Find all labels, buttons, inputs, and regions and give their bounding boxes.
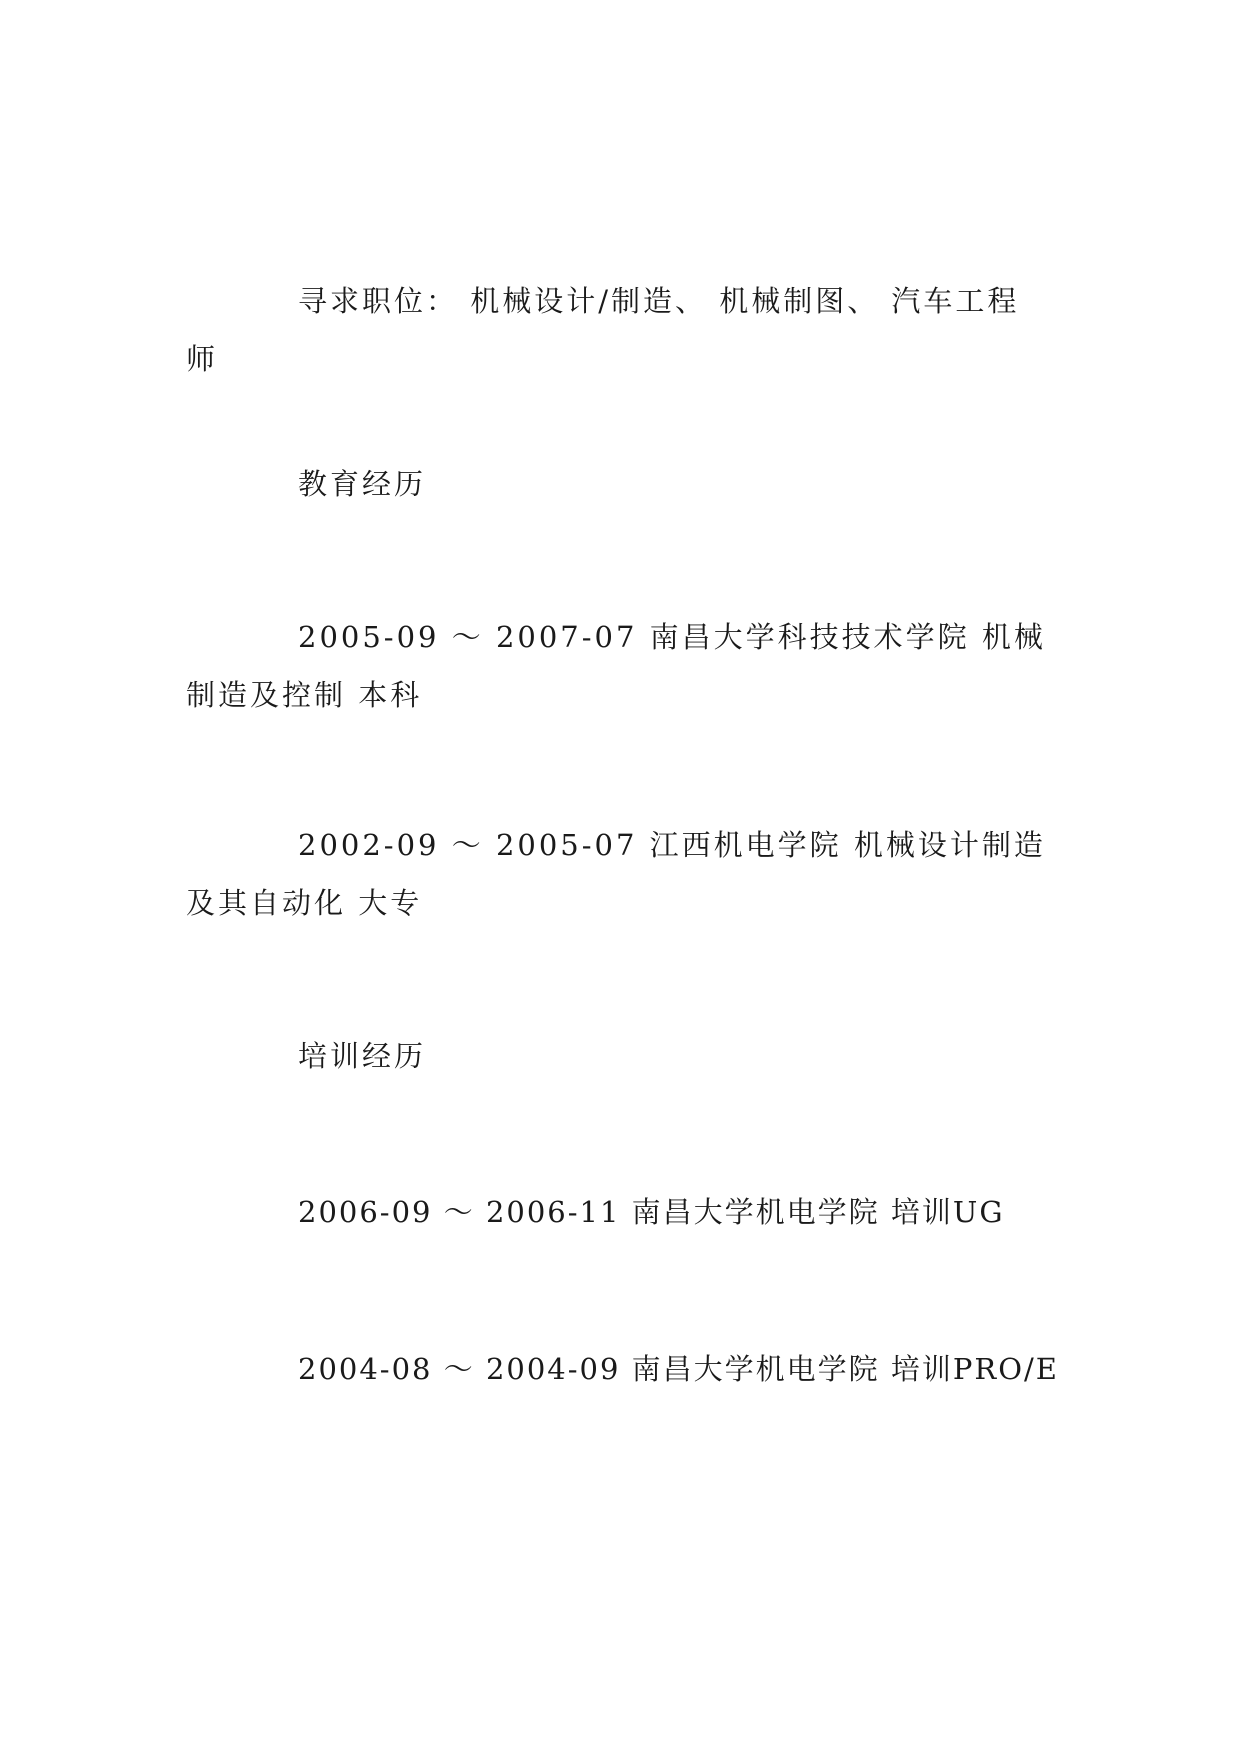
education-item: 2005-09 ～ 2007-07 南昌大学科技技术学院 机械制造及控制 本科 xyxy=(186,620,1046,712)
training-item: 2006-09 ～ 2006-11 南昌大学机电学院 培训UG xyxy=(298,1195,1005,1229)
training-item: 2004-08 ～ 2004-09 南昌大学机电学院 培训PRO/E xyxy=(298,1352,1059,1386)
job-objective: 寻求职位： 机械设计/制造、 机械制图、 汽车工程师 xyxy=(186,284,1020,376)
education-heading: 教育经历 xyxy=(298,467,427,501)
training-heading: 培训经历 xyxy=(298,1039,427,1073)
education-item: 2002-09 ～ 2005-07 江西机电学院 机械设计制造及其自动化 大专 xyxy=(186,828,1046,920)
